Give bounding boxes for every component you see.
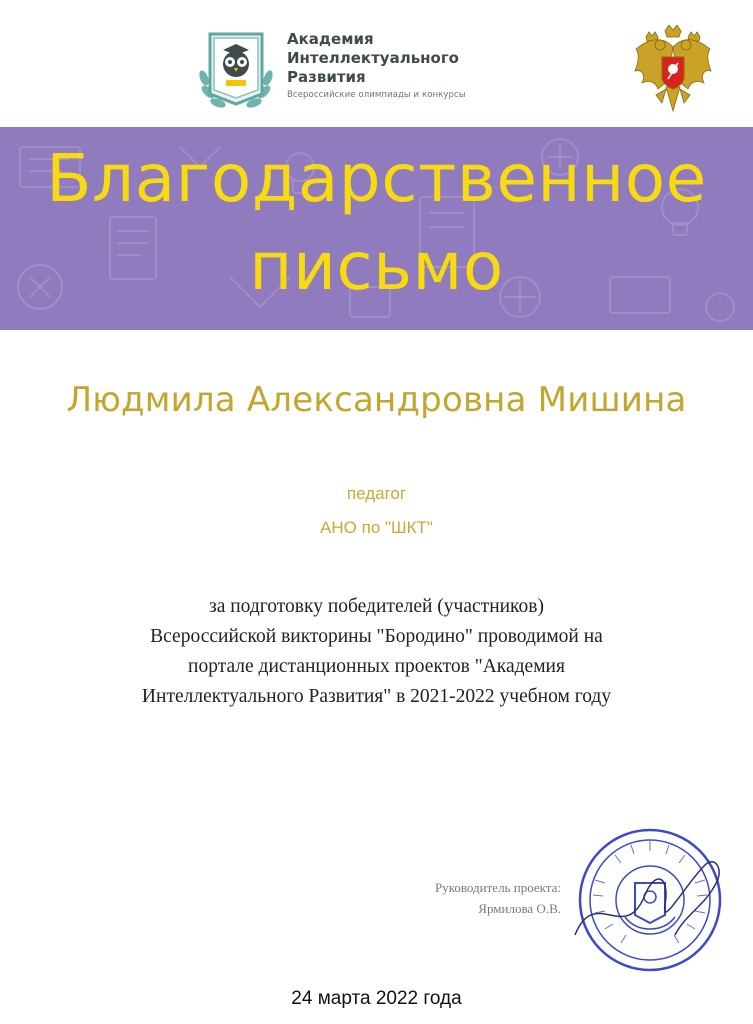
logo-line-1: Академия (287, 30, 374, 48)
issue-date: 24 марта 2022 года (291, 988, 462, 1009)
signature-name: Ярмилова О.В. (478, 901, 561, 916)
logo-subtitle: Всероссийские олимпиады и конкурсы (287, 90, 466, 100)
reason-line: Всероссийской викторины "Бородино" проводимой на (150, 626, 603, 647)
certificate-header (0, 0, 753, 127)
logo-line-3: Развития (287, 68, 366, 86)
logo-line-2: Интеллектуального (287, 49, 459, 67)
academy-logo-text (287, 30, 517, 100)
official-stamp-icon (565, 825, 735, 975)
certificate-title (0, 135, 753, 311)
reason-line: Интеллектуального Развития" в 2021-2022 учебном году (141, 686, 612, 707)
title-banner (0, 127, 753, 330)
academy-logo-icon (196, 28, 276, 112)
reason-line: за подготовку победителей (участников) (209, 596, 544, 617)
signature-role: Руководитель проекта: (434, 880, 561, 895)
recipient-organization: АНО по "ШКТ" (320, 518, 433, 537)
coat-of-arms-icon (632, 25, 714, 117)
recipient-name: Людмила Александровна Мишина (66, 380, 687, 420)
reason-text (40, 592, 713, 712)
title-line-1: Благодарственное (46, 140, 707, 217)
reason-line: портале дистанционных проектов "Академия (188, 656, 565, 677)
title-line-2: письмо (249, 228, 504, 305)
recipient-position: педагог (346, 484, 407, 503)
